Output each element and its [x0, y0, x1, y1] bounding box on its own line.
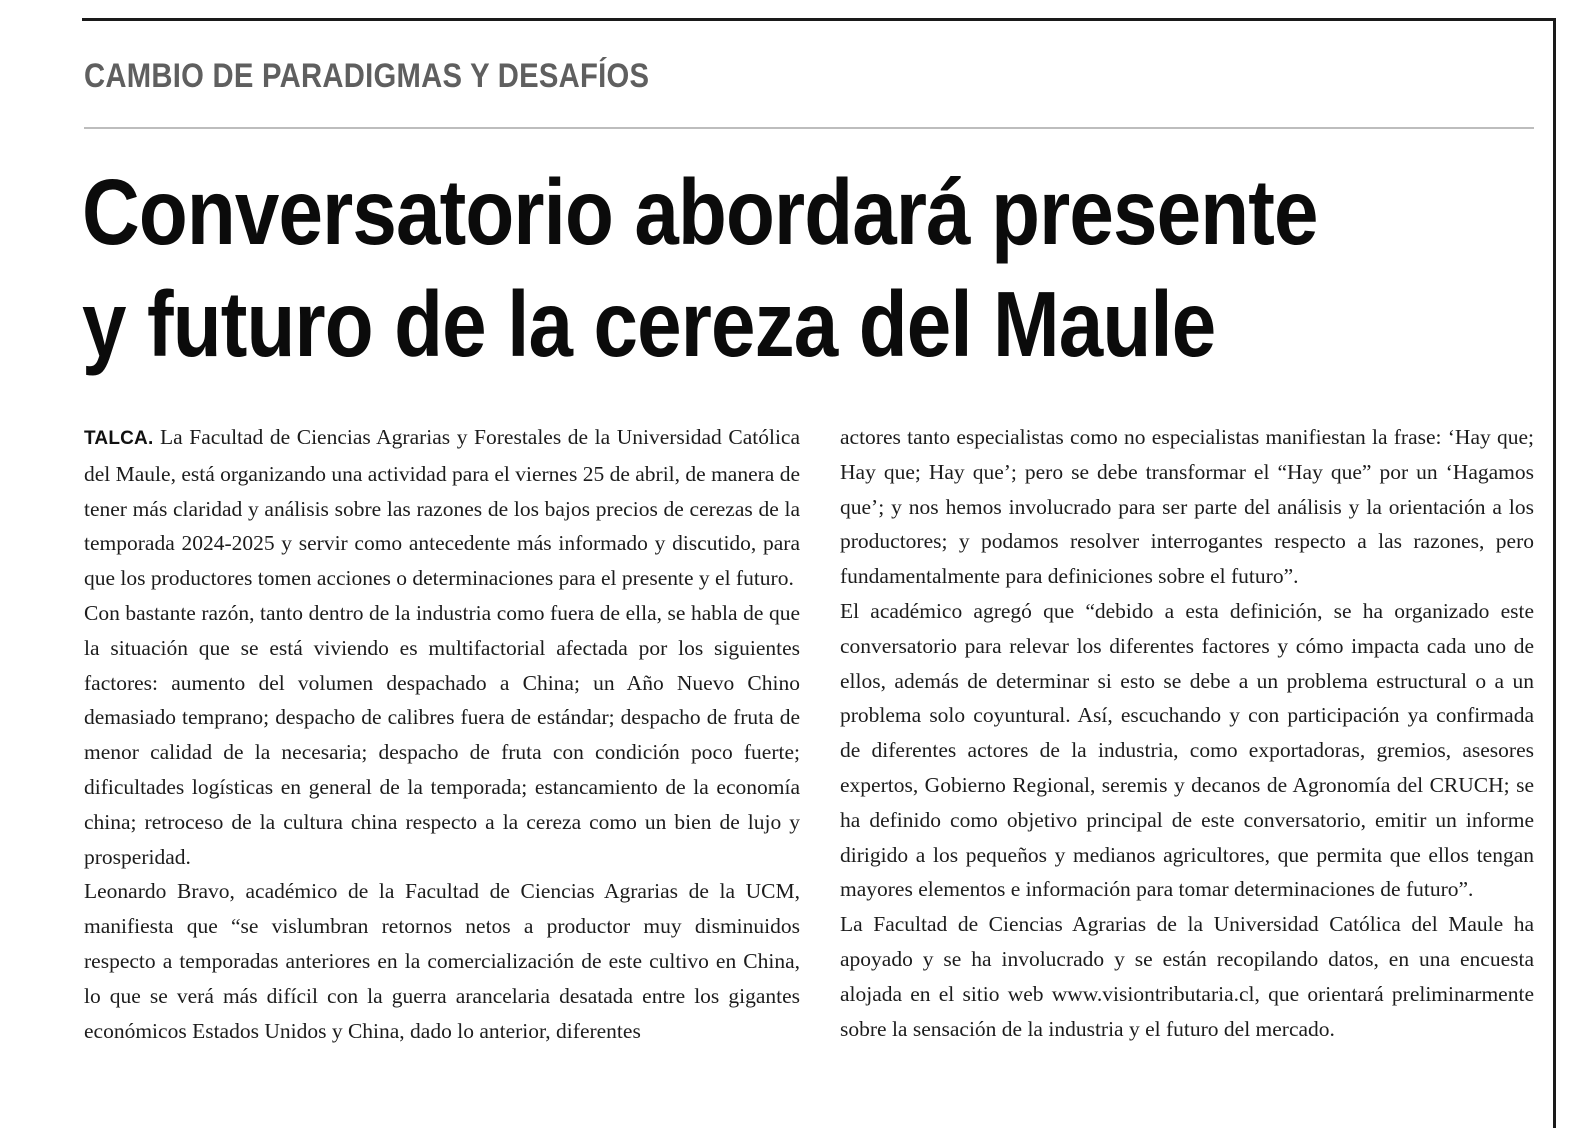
kicker-divider: [84, 127, 1534, 129]
body-paragraph: La Facultad de Ciencias Agrarias de la Universidad Católica del Maule ha apoyado y se ha involucrado y se están recopilando datos, en una encuesta alojada en el sitio web www.visiontributaria.cl, que orientará preliminarmente sobre la sensación de la industria y el futuro del mercado.: [840, 912, 1534, 1041]
headline-line-2: y futuro de la cereza del Maule: [82, 272, 1216, 376]
headline-line-1: Conversatorio abordará presente: [82, 160, 1318, 264]
headline: [82, 156, 1519, 380]
body-paragraph: El académico agregó que “debido a esta definición, se ha organizado este conversatorio para relevar los diferentes factores y cómo impacta cada uno de ellos, además de determinar si esto se debe a un problema estructural o a un problema solo coyuntural. Así, escuchando y con participación ya confirmada de diferentes actores de la industria, como exportadoras, gremios, asesores expertos, Gobierno Regional, seremis y decanos de Agronomía del CRUCH; se ha definido como objetivo principal de este conversatorio, emitir un informe dirigido a los pequeños y medianos agricultores, que permita que ellos tengan mayores elementos e información para tomar determinaciones de futuro”.: [840, 598, 1534, 902]
right-border-rule: [1553, 18, 1556, 1128]
body-paragraph: actores tanto especialistas como no especialistas manifiestan la frase: ‘Hay que; Hay que; Hay que’; pero se debe transformar el “Hay que” por un ‘Hagamos que’; y nos hemos involucrado para ser parte del análisis y la orientación a los productores; y podamos resolver interrogantes respecto a las razones, pero fundamentalmente para definiciones sobre el futuro”.: [840, 425, 1534, 589]
body-column-left: [84, 420, 800, 1048]
body-paragraph: Leonardo Bravo, académico de la Facultad de Ciencias Agrarias de la UCM, manifiesta que “se vislumbran retornos netos a productor muy disminuidos respecto a temporadas anteriores en la comercialización de este cultivo en China, lo que se verá más difícil con la guerra arancelaria desatada entre los gigantes económicos Estados Unidos y China, dado lo anterior, diferentes: [84, 879, 800, 1043]
body-paragraph: Con bastante razón, tanto dentro de la industria como fuera de ella, se habla de que la situación que se está viviendo es multifactorial afectada por los siguientes factores: aumento del volumen despachado a China; un Año Nuevo Chino demasiado temprano; despacho de calibres fuera de estándar; despacho de fruta de menor calidad de la necesaria; despacho de fruta con condición poco fuerte; dificultades logísticas en general de la temporada; estancamiento de la economía china; retroceso de la cultura china respecto a la cereza como un bien de lujo y prosperidad.: [84, 600, 800, 869]
dateline: TALCA.: [84, 428, 154, 449]
body-paragraph: [84, 420, 800, 596]
section-kicker: CAMBIO DE PARADIGMAS Y DESAFÍOS: [84, 57, 650, 95]
body-column-right: [840, 420, 1534, 1046]
top-border-rule: [82, 18, 1556, 21]
paragraph-text: La Facultad de Ciencias Agrarias y Forestales de la Universidad Católica del Maule, está organizando una actividad para el viernes 25 de abril, de manera de tener más claridad y análisis sobre las razones de los bajos precios de cerezas de la temporada 2024-2025 y servir como antecedente más informado y discutido, para que los productores tomen acciones o determinaciones para el presente y el futuro.: [84, 425, 801, 591]
